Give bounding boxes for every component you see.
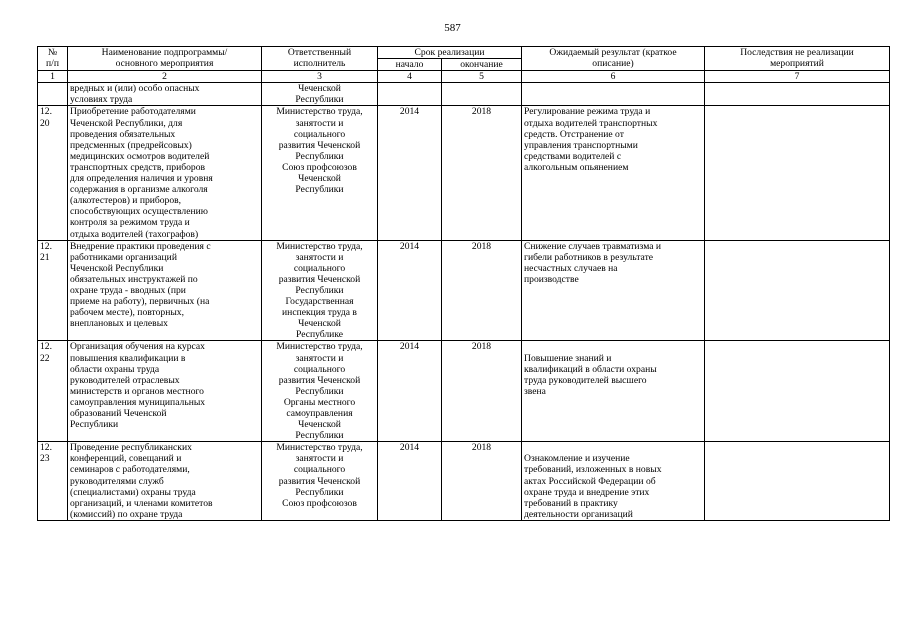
- row-name: Приобретение работодателями Чеченской Республики, для проведения обязательных предсменных (предрейсовых) медицинских осмотров водителей транспортных средств, приборов для определения наличия и уровня содержания в организме алкоголя (алкотестеров) и приборов, способствующих осуществлению контроля за режимом труда и отдыха водителей (тахографов): [68, 106, 262, 240]
- row-consequences: [705, 106, 890, 240]
- row-start: [378, 83, 442, 106]
- table-row: [38, 83, 890, 106]
- column-number: 6: [522, 71, 705, 83]
- row-result: Ознакомление и изучение требований, изложенных в новых актах Российской Федерации об охране труда и внедрение этих требований в практику деятельности организаций: [522, 442, 705, 521]
- column-number: 2: [68, 71, 262, 83]
- row-end: 2018: [442, 240, 522, 341]
- row-name: Проведение республиканских конференций, совещаний и семинаров с работодателями, руководителями служб (специалистами) охраны труда организаций, и членами комитетов (комиссий) по охране труда: [68, 442, 262, 521]
- row-executor: Чеченской Республики: [262, 83, 378, 106]
- header-result: Ожидаемый результат (краткое описание): [522, 47, 705, 71]
- row-start: 2014: [378, 442, 442, 521]
- row-end: [442, 83, 522, 106]
- row-result: [522, 83, 705, 106]
- row-number: 12. 23: [38, 442, 68, 521]
- row-result: Повышение знаний и квалификаций в области охраны труда руководителей высшего звена: [522, 341, 705, 442]
- row-executor: Министерство труда, занятости и социального развития Чеченской Республики Союз профсоюзов Чеченской Республики: [262, 106, 378, 240]
- row-executor: Министерство труда, занятости и социального развития Чеченской Республики Государственная инспекция труда в Чеченской Республике: [262, 240, 378, 341]
- table-row: [38, 106, 890, 240]
- header-start: начало: [378, 59, 442, 71]
- row-consequences: [705, 240, 890, 341]
- row-start: 2014: [378, 240, 442, 341]
- row-end: 2018: [442, 341, 522, 442]
- row-number: [38, 83, 68, 106]
- row-consequences: [705, 442, 890, 521]
- row-number: 12. 22: [38, 341, 68, 442]
- header-consequences: Последствия не реализации мероприятий: [705, 47, 890, 71]
- row-number: 12. 20: [38, 106, 68, 240]
- page-number: 587: [444, 22, 461, 34]
- row-name: Организация обучения на курсах повышения квалификации в области охраны труда руководителей отраслевых министерств и органов местного самоуправления муниципальных образований Чеченской Республики: [68, 341, 262, 442]
- column-number: 4: [378, 71, 442, 83]
- header-period: Срок реализации: [378, 47, 522, 59]
- row-consequences: [705, 83, 890, 106]
- row-result: Снижение случаев травматизма и гибели работников в результате несчастных случаев на производстве: [522, 240, 705, 341]
- row-executor: Министерство труда, занятости и социального развития Чеченской Республики Органы местного самоуправления Чеченской Республики: [262, 341, 378, 442]
- row-name: Внедрение практики проведения с работниками организаций Чеченской Республики обязательных инструктажей по охране труда - вводных (при приеме на работу), первичных (на рабочем месте), повторных, внеплановых и целевых: [68, 240, 262, 341]
- column-number: 3: [262, 71, 378, 83]
- header-number: № п/п: [38, 47, 68, 71]
- header-executor: Ответственный исполнитель: [262, 47, 378, 71]
- row-consequences: [705, 341, 890, 442]
- row-start: 2014: [378, 341, 442, 442]
- header-name: Наименование подпрограммы/ основного мероприятия: [68, 47, 262, 71]
- table-row: [38, 240, 890, 341]
- row-name: вредных и (или) особо опасных условиях труда: [68, 83, 262, 106]
- column-number: 7: [705, 71, 890, 83]
- row-executor: Министерство труда, занятости и социального развития Чеченской Республики Союз профсоюзов: [262, 442, 378, 521]
- column-number: 5: [442, 71, 522, 83]
- table-row: [38, 341, 890, 442]
- program-table: [37, 46, 890, 521]
- row-end: 2018: [442, 442, 522, 521]
- row-result: Регулирование режима труда и отдыха водителей транспортных средств. Отстранение от управления транспортными средствами водителей с алкогольным опьянением: [522, 106, 705, 240]
- row-end: 2018: [442, 106, 522, 240]
- header-end: окончание: [442, 59, 522, 71]
- row-start: 2014: [378, 106, 442, 240]
- row-number: 12. 21: [38, 240, 68, 341]
- table-row: [38, 442, 890, 521]
- column-number: 1: [38, 71, 68, 83]
